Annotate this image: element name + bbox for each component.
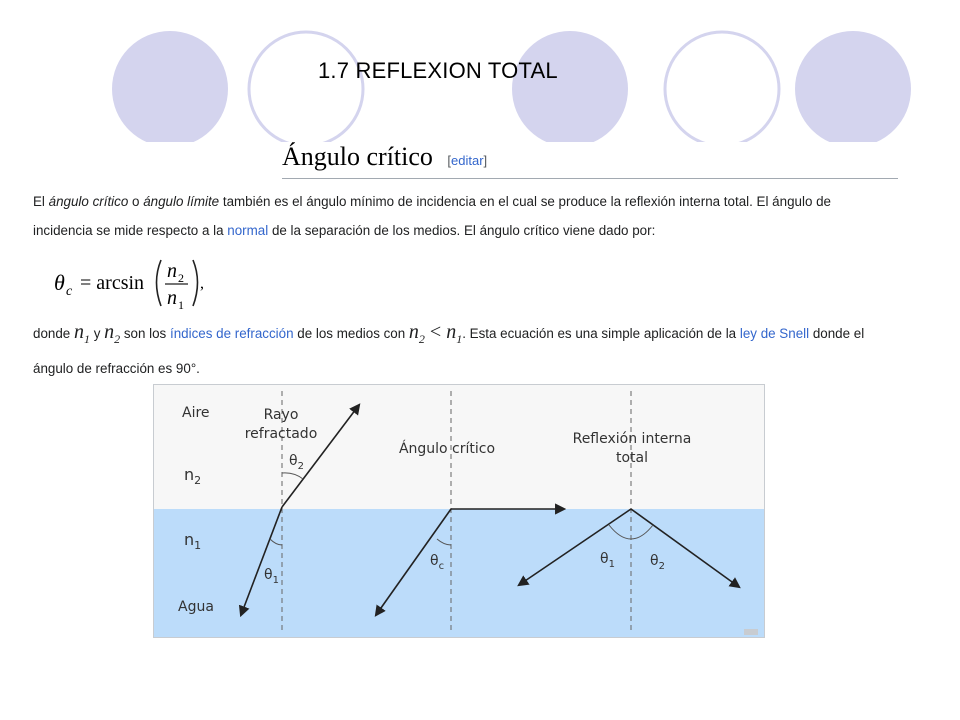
label-theta2-case1: $\theta_2$ [289,453,304,472]
label-n2: $n_2$ [184,465,202,487]
label-theta2-case3: $\theta_2$ [650,553,665,572]
paragraph-definition: El ángulo crítico o ángulo límite también es el ángulo mínimo de incidencia en el cual se produce la reflexión interna total. El ángulo de incidencia se mide respecto a la normal de la separación de los medios. El ángulo crítico viene dado por: [33,194,832,238]
indices-link[interactable]: índices de refracción [169,326,294,341]
snell-link[interactable]: ley de Snell [739,326,810,341]
label-rayo: Rayo [263,407,299,423]
numerator-sub: 2 [178,271,184,285]
theta-subscript: c [66,284,73,299]
circle-filled [795,31,911,142]
water-region [154,509,764,637]
theta-symbol: θ [54,270,65,295]
critical-angle-formula [52,252,232,314]
arcsin-text: = arcsin [80,272,145,294]
paragraph-explanation: donde $n_1$ y $n_2$ son los índices de refracción de los medios con $n_2 < n_1$. Esta ecuación es una simple aplicación de la ley de Snell donde el ángulo de refracción es 90°. [33,321,865,376]
label-aire: Aire [182,405,210,421]
paren-right [193,260,198,306]
math-inequality: $n_2 < n_1$ [408,321,463,346]
denominator-n: n [167,287,177,309]
label-reflexion: Reflexión interna [572,431,692,447]
denominator-sub: 1 [178,298,184,312]
label-refractado: refractado [244,426,318,442]
label-agua: Agua [178,599,214,615]
label-n1: $n_1$ [184,530,202,552]
paren-left [157,260,162,306]
label-total: total [615,450,649,466]
formula-comma: , [200,275,204,292]
refraction-diagram [154,385,764,637]
normal-link[interactable]: normal [227,223,269,238]
label-angulo-critico: Ángulo crítico [398,441,496,457]
expand-icon [744,629,758,635]
circle-filled [112,31,228,142]
circle-filled [512,31,628,142]
label-thetac: $\theta_c$ [430,553,445,572]
section-heading [282,142,898,179]
refraction-figure [153,384,765,638]
label-theta1-case3: $\theta_1$ [600,551,615,570]
slide-title: 1.7 REFLEXION TOTAL [318,58,558,83]
math-n1: $n_1$ [73,321,90,346]
circle-outline [665,32,779,142]
numerator-n: n [167,260,177,282]
edit-section-link[interactable]: [editar] [447,153,488,168]
label-theta1-case1: $\theta_1$ [264,567,279,586]
circle-outline [249,32,363,142]
math-n2: $n_2$ [104,321,121,346]
section-title: Ángulo crítico [282,142,433,171]
